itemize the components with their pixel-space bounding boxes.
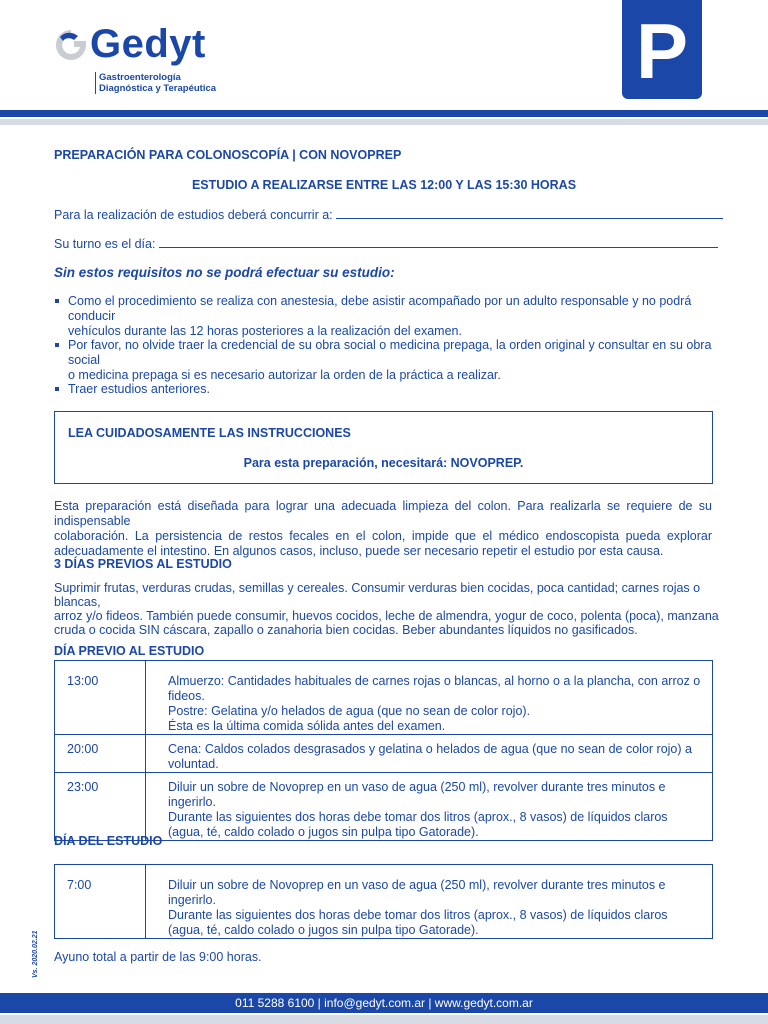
requirements-heading: Sin estos requisitos no se podrá efectuar su estudio: <box>54 265 395 280</box>
brand-subtitle <box>95 72 216 94</box>
three-days-line: cruda o cocida SIN cáscara, zapallo o zanahoria bien cocidas. Beber abundantes líquidos no gasificados. <box>54 623 638 637</box>
header-divider-light <box>0 119 768 125</box>
brand-name: Gedyt <box>90 22 206 66</box>
row-line: Durante las siguientes dos horas debe tomar dos litros (aprox., 8 vasos) de líquidos claros <box>168 908 668 922</box>
requirement-line: Por favor, no olvide traer la credencial de su obra social o medicina prepaga, la orden original y consultar en su obra social <box>68 338 712 367</box>
intro-paragraph <box>54 499 712 559</box>
location-blank-line <box>336 207 723 219</box>
badge-letter: P <box>635 7 689 95</box>
turn-label: Su turno es el día: <box>54 237 156 251</box>
instructions-heading: LEA CUIDADOSAMENTE LAS INSTRUCCIONES <box>68 426 351 440</box>
requirement-item <box>55 338 715 383</box>
table-row <box>55 865 713 939</box>
instructions-box <box>54 411 713 484</box>
requirement-item <box>55 294 715 339</box>
row-time: 13:00 <box>55 661 146 735</box>
row-line: Durante las siguientes dos horas debe tomar dos litros (aprox., 8 vasos) de líquidos claros <box>168 810 668 824</box>
study-day-heading: DÍA DEL ESTUDIO <box>54 834 163 848</box>
row-time: 23:00 <box>55 773 146 841</box>
intro-line: Esta preparación está diseñada para lograr una adecuada limpieza del colon. Para realizarla se requiere de su indispensable <box>54 499 712 528</box>
day-before-heading: DÍA PREVIO AL ESTUDIO <box>54 644 205 658</box>
intro-line: adecuadamente el intestino. En algunos casos, incluso, puede ser necesario repetir el estudio por esta causa. <box>54 544 664 558</box>
fasting-note: Ayuno total a partir de las 9:00 horas. <box>54 950 262 964</box>
table-row <box>55 661 713 735</box>
requirement-line: vehículos durante las 12 horas posteriores a la realización del examen. <box>68 324 462 338</box>
row-line: Almuerzo: Cantidades habituales de carnes rojas o blancas, al horno o a la plancha, con arroz o fideos. <box>168 674 701 703</box>
row-line: Diluir un sobre de Novoprep en un vaso de agua (250 ml), revolver durante tres minutos e ingerirlo. <box>168 780 666 809</box>
logo-mark-icon <box>54 28 88 62</box>
location-label: Para la realización de estudios deberá concurrir a: <box>54 208 333 222</box>
location-field <box>54 207 716 223</box>
three-days-line: Suprimir frutas, verduras crudas, semillas y cereales. Consumir verduras bien cocidas, poca cantidad; carnes rojas o blancas, <box>54 581 701 609</box>
row-line: (agua, té, caldo colado o jugos sin pulpa tipo Gatorade). <box>168 825 479 839</box>
turn-blank-line <box>159 236 718 248</box>
page-title: PREPARACIÓN PARA COLONOSCOPÍA | CON NOVOPREP <box>54 148 402 162</box>
row-description <box>146 661 713 735</box>
footer-contact: 011 5288 6100 | info@gedyt.com.ar | www.gedyt.com.ar <box>235 996 533 1010</box>
brand-subtitle-line: Gastroenterología <box>99 72 181 83</box>
row-description <box>146 773 713 841</box>
table-row <box>55 773 713 841</box>
row-description <box>146 735 713 773</box>
row-time: 7:00 <box>55 865 146 939</box>
brand-subtitle-line: Diagnóstica y Terapéutica <box>99 83 217 94</box>
requirement-line: o medicina prepaga si es necesario autorizar la orden de la práctica a realizar. <box>68 368 501 382</box>
bullet-icon <box>55 343 59 347</box>
requirement-line: Traer estudios anteriores. <box>68 382 210 396</box>
page-subtitle: ESTUDIO A REALIZARSE ENTRE LAS 12:00 Y LAS 15:30 HORAS <box>191 178 577 192</box>
turn-field <box>54 236 716 252</box>
instructions-text: Para esta preparación, necesitará: NOVOPREP. <box>243 456 524 470</box>
header-divider <box>0 110 768 117</box>
version-stamp: Vs. 2020.02.21 <box>32 930 39 978</box>
bullet-icon <box>55 387 59 391</box>
three-days-line: arroz y/o fideos. También puede consumir, huevos cocidos, leche de almendra, yogur de coco, polenta (poca), manzana <box>54 609 719 623</box>
row-line: Ésta es la última comida sólida antes del examen. <box>168 719 446 733</box>
row-description <box>146 865 713 939</box>
day-before-table <box>54 660 713 841</box>
preparation-badge <box>622 0 702 99</box>
intro-line: colaboración. La persistencia de restos fecales en el colon, impide que el médico endoscopista pueda explorar <box>54 529 712 543</box>
three-days-heading: 3 DÍAS PREVIOS AL ESTUDIO <box>54 557 232 571</box>
requirement-line: Como el procedimiento se realiza con anestesia, debe asistir acompañado por un adulto responsable y no podrá conducir <box>68 294 692 323</box>
row-line: Postre: Gelatina y/o helados de agua (que no sean de color rojo). <box>168 704 531 718</box>
footer-divider-light <box>0 1015 768 1024</box>
table-row <box>55 735 713 773</box>
requirement-item <box>55 382 715 397</box>
bullet-icon <box>55 299 59 303</box>
footer-bar <box>0 993 768 1013</box>
row-line: (agua, té, caldo colado o jugos sin pulpa tipo Gatorade). <box>168 923 479 937</box>
row-time: 20:00 <box>55 735 146 773</box>
gedyt-logo <box>54 22 254 96</box>
study-day-table <box>54 864 713 939</box>
row-line: Diluir un sobre de Novoprep en un vaso de agua (250 ml), revolver durante tres minutos e ingerirlo. <box>168 878 666 907</box>
row-line: Cena: Caldos colados desgrasados y gelatina o helados de agua (que no sean de color rojo) a voluntad. <box>168 742 692 771</box>
three-days-paragraph <box>54 581 724 637</box>
